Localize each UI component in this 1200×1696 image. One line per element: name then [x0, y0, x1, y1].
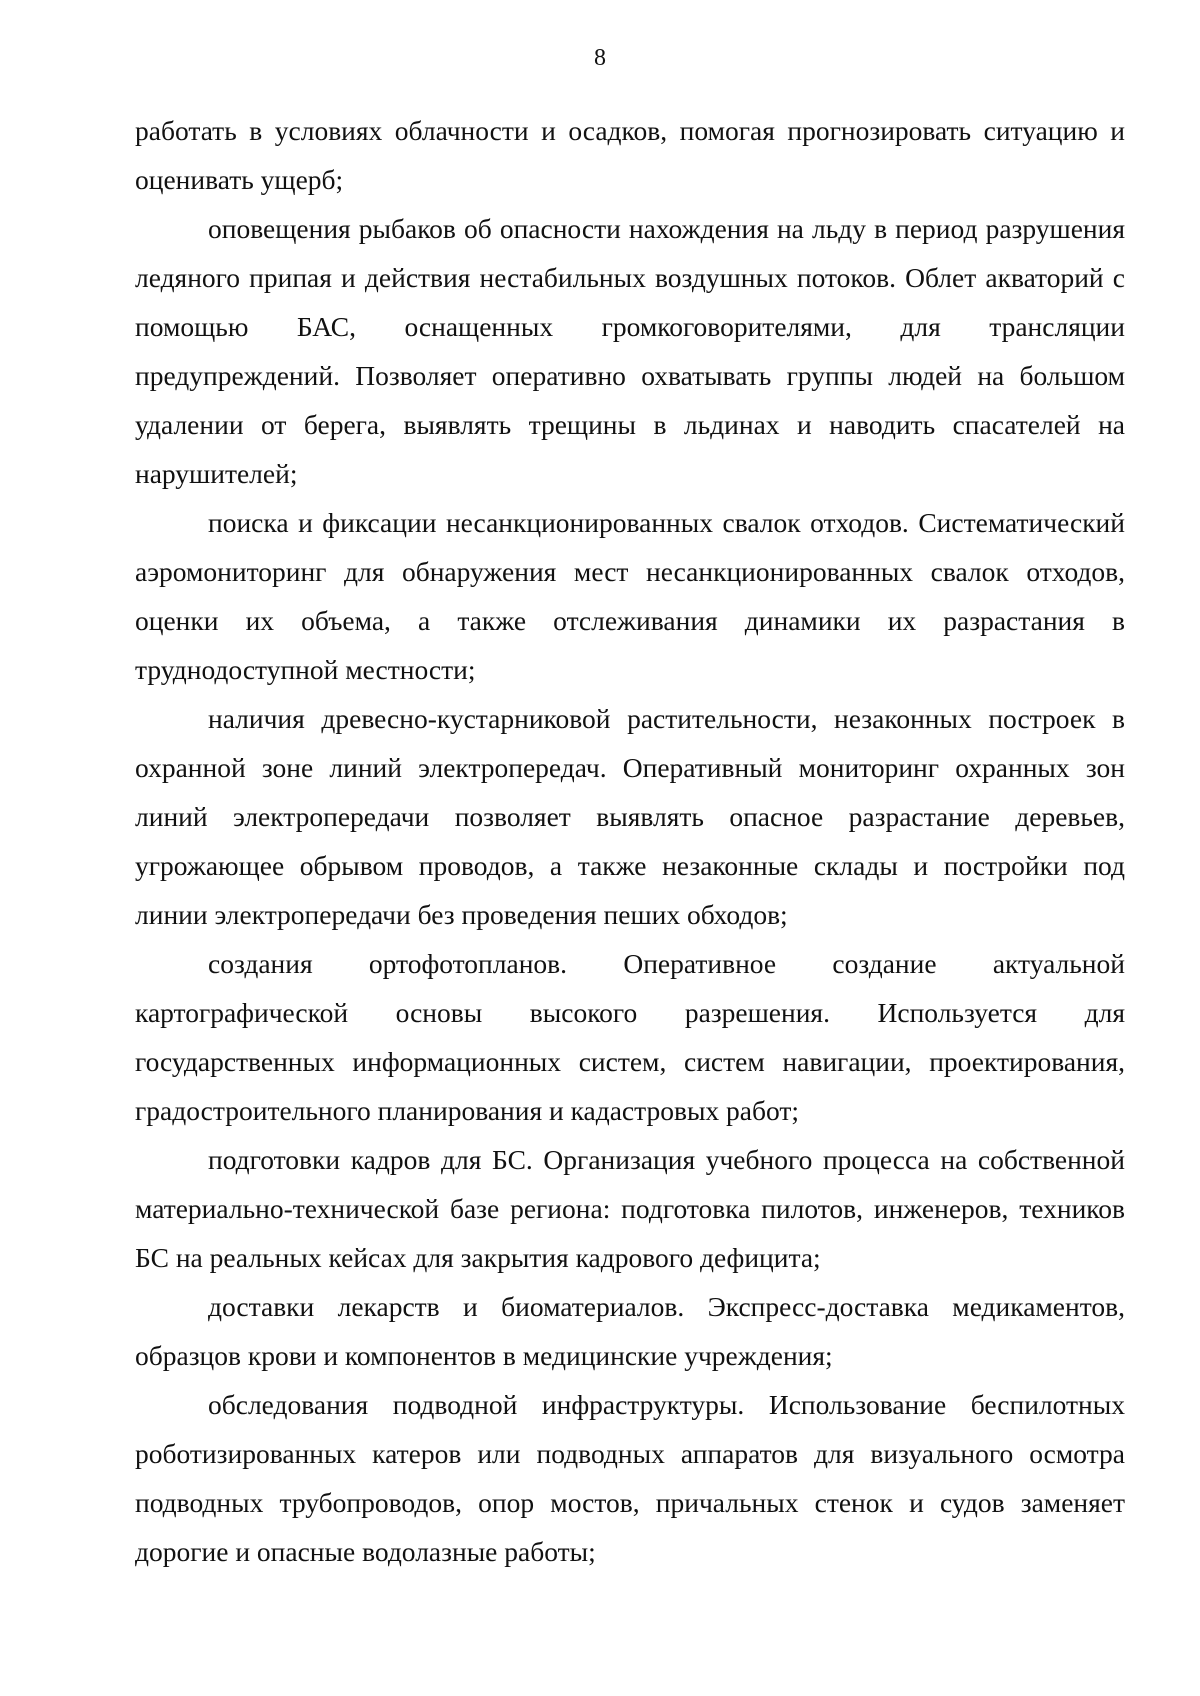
paragraph-continuation: работать в условиях облачности и осадков, помогая прогнозировать ситуацию и оценивать ущерб; — [135, 115, 1125, 195]
paragraph-orthophotoplans: создания ортофотопланов. Оперативное создание актуальной картографической основы высокого разрешения. Используется для государственных информационных систем, систем навигации, проектирования, градостроительного планирования и кадастровых работ; — [135, 948, 1125, 1126]
page-number: 8 — [594, 45, 606, 71]
paragraph-medicine-delivery: доставки лекарств и биоматериалов. Экспресс-доставка медикаментов, образцов крови и компонентов в медицинские учреждения; — [135, 1291, 1125, 1371]
paragraph-power-lines: наличия древесно-кустарниковой растительности, незаконных построек в охранной зоне линий электропередач. Оперативный мониторинг охранных зон линий электропередачи позволяет выявлять опасное разрастание деревьев, угрожающее обрывом проводов, а также незаконные склады и постройки под линии электропередачи без проведения пеших обходов; — [135, 703, 1125, 930]
paragraph-underwater-inspection: обследования подводной инфраструктуры. Использование беспилотных роботизированных катеров или подводных аппаратов для визуального осмотра подводных трубопроводов, опор мостов, причальных стенок и судов заменяет дорогие и опасные водолазные работы; — [135, 1389, 1125, 1567]
paragraph-personnel-training: подготовки кадров для БС. Организация учебного процесса на собственной материально-технической базе региона: подготовка пилотов, инженеров, техников БС на реальных кейсах для закрытия кадрового дефицита; — [135, 1144, 1125, 1273]
paragraph-waste-dumps: поиска и фиксации несанкционированных свалок отходов. Систематический аэромониторинг для обнаружения мест несанкционированных свалок отходов, оценки их объема, а также отслеживания динамики их разрастания в труднодоступной местности; — [135, 507, 1125, 685]
paragraph-fishermen-warning: оповещения рыбаков об опасности нахождения на льду в период разрушения ледяного припая и действия нестабильных воздушных потоков. Облет акваторий с помощью БАС, оснащенных громкоговорителями, для трансляции предупреждений. Позволяет оперативно охватывать группы людей на большом удалении от берега, выявлять трещины в льдинах и наводить спасателей на нарушителей; — [135, 213, 1125, 489]
document-body — [135, 106, 1125, 1576]
